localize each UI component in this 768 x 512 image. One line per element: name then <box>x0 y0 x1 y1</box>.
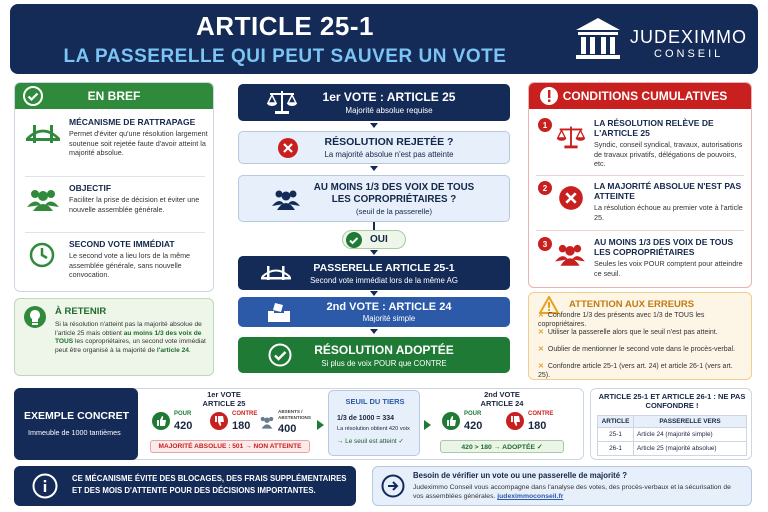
header-banner <box>10 4 758 74</box>
condition-title: LA MAJORITÉ ABSOLUE N'EST PAS ATTEINTE <box>594 181 742 201</box>
compare-header-article: ARTICLE <box>598 416 634 428</box>
pour2-value: 420 <box>464 420 483 432</box>
flow-adoptee-title: RÉSOLUTION ADOPTÉE <box>314 342 454 357</box>
thumbs-down-icon <box>210 412 228 430</box>
condition-number: 2 <box>538 181 552 195</box>
info-circle-icon <box>32 473 58 499</box>
condition-item <box>538 237 748 285</box>
en-bref-title: EN BREF <box>87 89 141 103</box>
people-icon <box>271 188 301 210</box>
check-circle-icon <box>346 232 362 248</box>
flow-vote2-title: 2nd VOTE : ARTICLE 24 <box>326 301 452 313</box>
seuil-box <box>328 390 420 456</box>
erreur-text: Confondre article 25-1 (vers art. 24) et article 26-1 (vers art. 25). <box>538 363 733 379</box>
vote1-result: MAJORITÉ ABSOLUE : 501 → NON ATTEINTE <box>150 440 310 453</box>
logo-name: JUDEXIMMO <box>630 27 747 47</box>
en-bref-panel <box>14 82 214 292</box>
en-bref-item <box>25 239 215 287</box>
arrow-circle-icon <box>381 474 405 498</box>
retenir-text-1: Si la résolution n'atteint pas la majorité absolue de l'article 25 mais obtient <box>55 321 202 337</box>
condition-item <box>538 181 748 229</box>
flow-oui <box>342 230 406 249</box>
en-bref-item-text: Le second vote a lieu lors de la même assemblée générale, sans nouvelle convocation. <box>69 251 191 279</box>
vote1-example-title: 1er VOTE ARTICLE 25 <box>202 390 246 408</box>
contre2-label: CONTRE <box>528 411 554 417</box>
flow-vote1-title: 1er VOTE : ARTICLE 25 <box>322 90 456 104</box>
balance-icon <box>264 88 300 116</box>
table-row <box>598 442 747 456</box>
exclamation-circle-icon <box>539 86 559 106</box>
condition-item <box>538 118 748 178</box>
vote2-example <box>436 388 576 460</box>
erreur-item: ✕ Utiliser la passerelle alors que le seuil n'est pas atteint. <box>538 329 718 336</box>
flow-vote1-sub: Majorité absolue requise <box>345 106 433 115</box>
flow-tiers-sub: (seuil de la passerelle) <box>356 206 432 216</box>
en-bref-item <box>25 183 215 227</box>
en-bref-header <box>15 83 213 109</box>
retenir-text-3: . <box>188 346 191 354</box>
erreur-item: ✕ Confondre 1/3 des présents avec 1/3 de TOUS les copropriétaires. <box>538 312 705 328</box>
compare-cell: 26-1 <box>598 442 634 456</box>
seuil-line-2: La résolution obtient 420 voix <box>337 426 410 432</box>
flow-rejetee-sub: La majorité absolue n'est pas atteinte <box>324 150 454 159</box>
compare-title: ARTICLE 25-1 ET ARTICLE 26-1 : NE PAS CONFONDRE ! <box>598 392 746 410</box>
vote2-result: 420 > 180 → ADOPTÉE ✓ <box>440 440 564 453</box>
compare-cell: Article 25 (majorité absolue) <box>634 442 747 456</box>
condition-title: AU MOINS 1/3 DES VOIX DE TOUS LES COPROPRIÉTAIRES <box>594 237 734 257</box>
logo-sub: CONSEIL <box>654 48 724 60</box>
clock-icon <box>25 241 61 269</box>
retenir-title: À RETENIR <box>55 306 107 317</box>
footer-left <box>14 466 356 506</box>
erreur-item: ✕ Oublier de mentionner le second vote dans le procès-verbal. <box>538 346 736 353</box>
flow-vote1 <box>238 84 510 121</box>
footer-right-title: Besoin de vérifier un vote ou une passerelle de majorité ? <box>413 471 628 480</box>
compare-panel <box>590 388 752 460</box>
condition-number: 1 <box>538 118 552 132</box>
abs-label: ABSENTS / ABSTENTIONS <box>278 409 311 420</box>
contre2-value: 180 <box>528 420 547 432</box>
flow-passerelle <box>238 256 510 290</box>
cross-circle-icon <box>558 185 584 211</box>
en-bref-item-title: MÉCANISME DE RATTRAPAGE <box>69 117 196 127</box>
en-bref-item-text: Faciliter la prise de décision et éviter une nouvelle assemblée générale. <box>69 195 200 214</box>
footer-right <box>372 466 752 506</box>
vote2-example-title: 2nd VOTE ARTICLE 24 <box>480 390 524 408</box>
flow-adoptee-sub: Si plus de voix POUR que CONTRE <box>321 358 447 368</box>
flow-rejetee <box>238 131 510 164</box>
flow-passerelle-sub: Second vote immédiat lors de la même AG <box>310 275 458 285</box>
flow-rejetee-title: RÉSOLUTION REJETÉE ? <box>324 136 454 148</box>
en-bref-item-title: OBJECTIF <box>69 183 112 193</box>
flow-vote2-sub: Majorité simple <box>362 314 416 323</box>
condition-title: LA RÉSOLUTION RELÈVE DE L'ARTICLE 25 <box>594 118 714 138</box>
conditions-title: CONDITIONS CUMULATIVES <box>562 89 728 103</box>
flow-tiers <box>238 175 510 222</box>
condition-text: Seules les voix POUR comptent pour atteindre ce seuil. <box>594 259 743 278</box>
pour-label: POUR <box>174 411 192 417</box>
people-icon <box>258 415 276 429</box>
en-bref-item <box>25 117 215 171</box>
flow-adoptee <box>238 337 510 373</box>
exemple-label-box <box>14 388 138 460</box>
retenir-highlight-2: l'article 24 <box>156 346 189 354</box>
seuil-title: SEUIL DU TIERS <box>345 397 405 406</box>
en-bref-item-title: SECOND VOTE IMMÉDIAT <box>69 239 175 249</box>
retenir-text <box>55 321 209 355</box>
erreurs-title: ATTENTION AUX ERREURS <box>569 299 695 310</box>
ballot-box-icon <box>266 301 292 323</box>
flow-passerelle-title: PASSERELLE ARTICLE 25-1 <box>313 261 455 274</box>
bridge-icon <box>260 262 292 284</box>
thumbs-up-icon <box>152 412 170 430</box>
flow-tiers-title: AU MOINS 1/3 DES VOIX DE TOUS LES COPROPRIÉTAIRES ? <box>313 181 475 205</box>
pour2-label: POUR <box>464 411 482 417</box>
contre-label: CONTRE <box>232 411 258 417</box>
page-title: ARTICLE 25-1 <box>196 11 374 41</box>
compare-header-passerelle: PASSERELLE VERS <box>634 416 747 428</box>
conditions-header <box>529 83 751 109</box>
footer-right-text <box>413 483 743 501</box>
condition-text: Syndic, conseil syndical, travaux, autorisations de travaux privatifs, délégations de pouvoirs, etc. <box>594 140 743 168</box>
retenir-panel <box>14 298 214 376</box>
logo <box>570 14 750 64</box>
check-circle-icon <box>268 343 292 367</box>
temple-icon <box>574 16 622 62</box>
table-row <box>598 428 747 442</box>
seuil-line-1: 1/3 de 1000 = 334 <box>337 415 395 422</box>
retenir-highlight-1: au moins 1/3 des voix de TOUS <box>55 329 202 346</box>
condition-number: 3 <box>538 237 552 251</box>
seuil-line-3: → Le seuil est atteint ✓ <box>337 438 404 445</box>
erreur-item: ✕ Confondre article 25-1 (vers art. 24) et article 26-1 (vers art. 25). <box>538 363 733 379</box>
group-icon <box>25 185 61 213</box>
footer-link[interactable]: judeximmoconseil.fr <box>497 493 564 500</box>
compare-cell: 25-1 <box>598 428 634 442</box>
compare-table <box>597 415 747 456</box>
pour-value: 420 <box>174 420 193 432</box>
check-circle-icon <box>23 86 43 106</box>
exemple-title: EXEMPLE CONCRET <box>24 410 130 422</box>
footer-left-text: CE MÉCANISME ÉVITE DES BLOCAGES, DES FRAIS SUPPLÉMENTAIRES ET DES MOIS D'ATTENTE POUR DES DÉCISIONS IMPORTANTES. <box>72 474 347 495</box>
flow-vote2 <box>238 297 510 327</box>
abs-value: 400 <box>278 423 297 435</box>
lightbulb-icon <box>23 305 47 331</box>
retenir-text-2: les copropriétaires, un second vote immédiat peut être organisé à la majorité de <box>55 338 206 354</box>
cross-circle-icon <box>277 137 299 159</box>
people-icon <box>554 242 586 266</box>
en-bref-item-text: Permet d'éviter qu'une résolution largement soutenue soit rejetée faute d'avoir atteint la majorité absolue. <box>69 129 208 157</box>
page-subtitle: LA PASSERELLE QUI PEUT SAUVER UN VOTE <box>63 46 507 67</box>
erreur-text: Utiliser la passerelle alors que le seuil n'est pas atteint. <box>547 329 718 336</box>
contre-value: 180 <box>232 420 251 432</box>
bridge-icon <box>25 119 61 147</box>
footer-right-body: Judeximmo Conseil vous accompagne dans l'analyse des votes, des procès-verbaux et la sécurisation de vos assemblées générales. <box>413 484 731 500</box>
compare-cell: Article 24 (majorité simple) <box>634 428 747 442</box>
erreur-text: Confondre 1/3 des présents avec 1/3 de TOUS les copropriétaires. <box>538 312 705 328</box>
vote1-example <box>146 388 314 460</box>
exemple-sub: Immeuble de 1000 tantièmes <box>28 428 121 437</box>
erreur-text: Oublier de mentionner le second vote dans le procès-verbal. <box>547 346 736 353</box>
flow-oui-label: OUI <box>370 234 388 245</box>
condition-text: La résolution échoue au premier vote à l'article 25. <box>594 203 743 222</box>
balance-icon <box>554 122 588 152</box>
thumbs-down-icon <box>506 412 524 430</box>
thumbs-up-icon <box>442 412 460 430</box>
